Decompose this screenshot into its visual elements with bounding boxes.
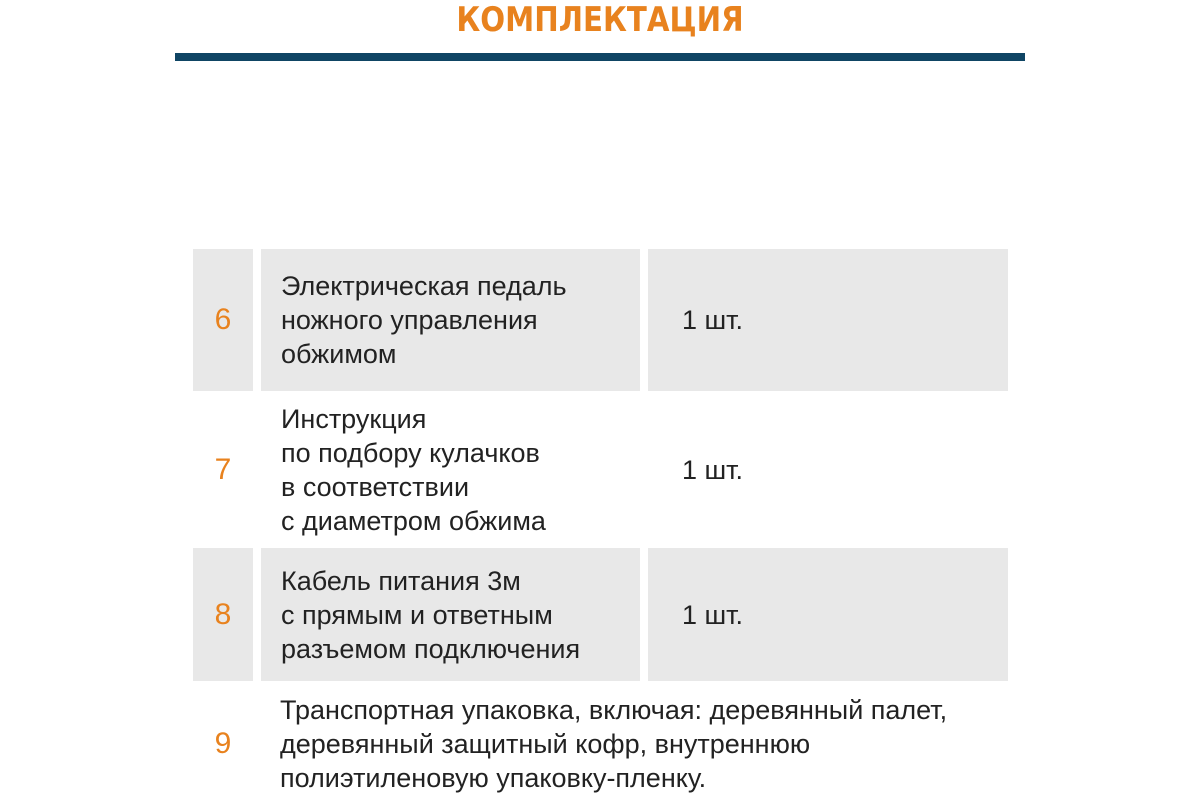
row-quantity: [648, 548, 1008, 681]
description-line: ножного управления: [281, 305, 538, 335]
description-line: с диаметром обжима: [281, 505, 546, 536]
description-line: Инструкция: [281, 403, 427, 434]
quantity-value: 1 шт.: [682, 454, 744, 485]
row-description: [193, 690, 1008, 798]
row-description: [261, 249, 640, 391]
row-number: 8: [193, 548, 253, 681]
quantity-value: 1 шт.: [682, 305, 744, 335]
description-line: обжимом: [281, 339, 397, 369]
quantity-value: 1 шт.: [682, 599, 744, 630]
row-number: 7: [214, 452, 232, 486]
description-line: с прямым и ответным: [281, 599, 553, 630]
row-description: [261, 397, 640, 542]
row-quantity: [648, 249, 1008, 391]
row-number: 6: [193, 249, 253, 391]
description-line: разъемом подключения: [281, 633, 581, 664]
description-line: деревянный защитный кофр, внутреннюю: [280, 729, 811, 759]
description-line: по подбору кулачков: [281, 437, 540, 468]
row-quantity: [648, 397, 1008, 542]
description-line: Транспортная упаковка, включая: деревянный палет,: [280, 695, 948, 725]
row-description: [261, 548, 640, 681]
description-line: в соответствии: [281, 471, 470, 502]
title-underline: [175, 53, 1025, 61]
description-line: Электрическая педаль: [281, 271, 567, 301]
row-number: 9: [214, 727, 232, 760]
description-line: полиэтиленовую упаковку-пленку.: [280, 763, 707, 793]
section-title: КОМПЛЕКТАЦИЯ: [456, 0, 744, 40]
description-line: Кабель питания 3м: [281, 565, 521, 596]
